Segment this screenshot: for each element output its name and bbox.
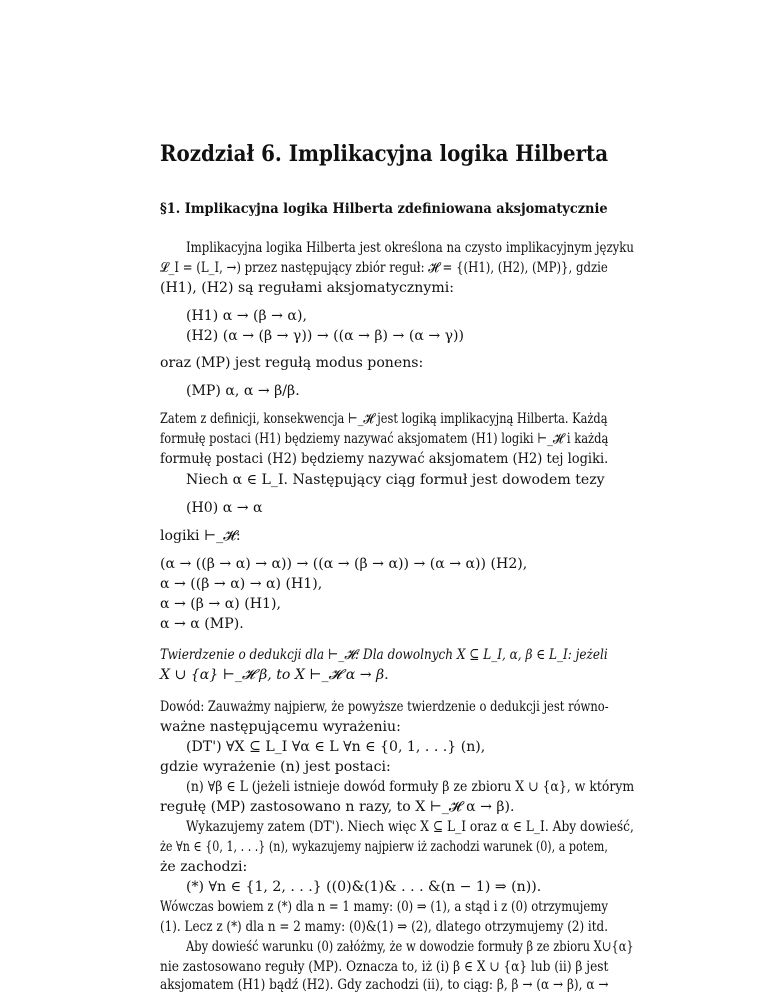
text-line: formułę postaci (H2) będziemy nazywać aksjomatem (H2) tej logiki. [160, 451, 609, 467]
proof-line: α → (β → α) (H1), [160, 596, 281, 612]
formula-line: (H2) (α → (β → γ)) → ((α → β) → (α → γ)) [186, 328, 465, 344]
proof-text-line: że ∀n ∈ {0, 1, . . .} (n), wykazujemy najpierw iż zachodzi warunek (0), a potem, [160, 839, 608, 855]
proof-text-line: Aby dowieść warunku (0) załóżmy, że w dowodzie formuły β ze zbioru X∪{α} [186, 939, 634, 955]
theorem-line: Twierdzenie o dedukcji dla ⊢_𝓗: Dla dowolnych X ⊆ L_I, α, β ∈ L_I: jeżeli [160, 647, 608, 663]
proof-text-line: regułę (MP) zastosowano n razy, to X ⊢_𝓗 α → β). [160, 799, 515, 815]
text-line: formułę postaci (H1) będziemy nazywać aksjomatem (H1) logiki ⊢_𝓗 i każdą [160, 431, 609, 447]
text-line: Niech α ∈ L_I. Następujący ciąg formuł jest dowodem tezy [186, 472, 605, 488]
formula-line: (H0) α → α [186, 500, 263, 516]
proof-text-line: Dowód: Zauważmy najpierw, że powyższe twierdzenie o dedukcji jest równo- [160, 699, 609, 715]
proof-text-line: że zachodzi: [160, 859, 248, 875]
proof-text-line: nie zastosowano reguły (MP). Oznacza to, iż (i) β ∈ X ∪ {α} lub (ii) β jest [160, 959, 609, 975]
proof-text-line: gdzie wyrażenie (n) jest postaci: [160, 759, 391, 775]
proof-line: α → ((β → α) → α) (H1), [160, 576, 323, 592]
text-line: oraz (MP) jest regułą modus ponens: [160, 355, 424, 371]
section-title: §1. Implikacyjna logika Hilberta zdefiniowana aksjomatycznie [160, 201, 608, 217]
text-line: Zatem z definicji, konsekwencja ⊢_𝓗 jest logiką implikacyjną Hilberta. Każdą [160, 411, 608, 427]
text-line: logiki ⊢_𝓗: [160, 528, 241, 544]
text-line: (H1), (H2) są regułami aksjomatycznymi: [160, 280, 454, 296]
proof-text-line: Wykazujemy zatem (DT'). Niech więc X ⊆ L_I oraz α ∈ L_I. Aby dowieść, [186, 819, 634, 835]
theorem-line: X ∪ {α} ⊢_𝓗 β, to X ⊢_𝓗 α → β. [160, 667, 389, 683]
chapter-title: Rozdział 6. Implikacyjna logika Hilberta [160, 141, 609, 167]
proof-text-line: ważne następującemu wyrażeniu: [160, 719, 401, 735]
proof-text-line: (1). Lecz z (*) dla n = 2 mamy: (0)&(1) ⇒ (2), dlatego otrzymujemy (2) itd. [160, 919, 609, 935]
proof-line: α → α (MP). [160, 616, 244, 632]
proof-text-line: (DT') ∀X ⊆ L_I ∀α ∈ L ∀n ∈ {0, 1, . . .} (n), [186, 739, 486, 755]
proof-text-line: aksjomatem (H1) bądź (H2). Gdy zachodzi (ii), to ciąg: β, β → (α → β), α → [160, 977, 609, 993]
formula-line: (MP) α, α → β/β. [186, 383, 300, 399]
text-line: 𝓛_I = (L_I, →) przez następujący zbiór reguł: 𝓗 = {(H1), (H2), (MP)}, gdzie [160, 260, 608, 276]
proof-text-line: (n) ∀β ∈ L (jeżeli istnieje dowód formuły β ze zbioru X ∪ {α}, w którym [186, 779, 635, 795]
proof-text-line: Wówczas bowiem z (*) dla n = 1 mamy: (0) ⇒ (1), a stąd i z (0) otrzymujemy [160, 899, 608, 915]
proof-line: (α → ((β → α) → α)) → ((α → (β → α)) → (α → α)) (H2), [160, 556, 528, 572]
proof-text-line: (*) ∀n ∈ {1, 2, . . .} ((0)&(1)& . . . &(n − 1) ⇒ (n)). [186, 879, 542, 895]
formula-line: (H1) α → (β → α), [186, 308, 307, 324]
text-line: Implikacyjna logika Hilberta jest określona na czysto implikacyjnym języku [186, 240, 634, 256]
